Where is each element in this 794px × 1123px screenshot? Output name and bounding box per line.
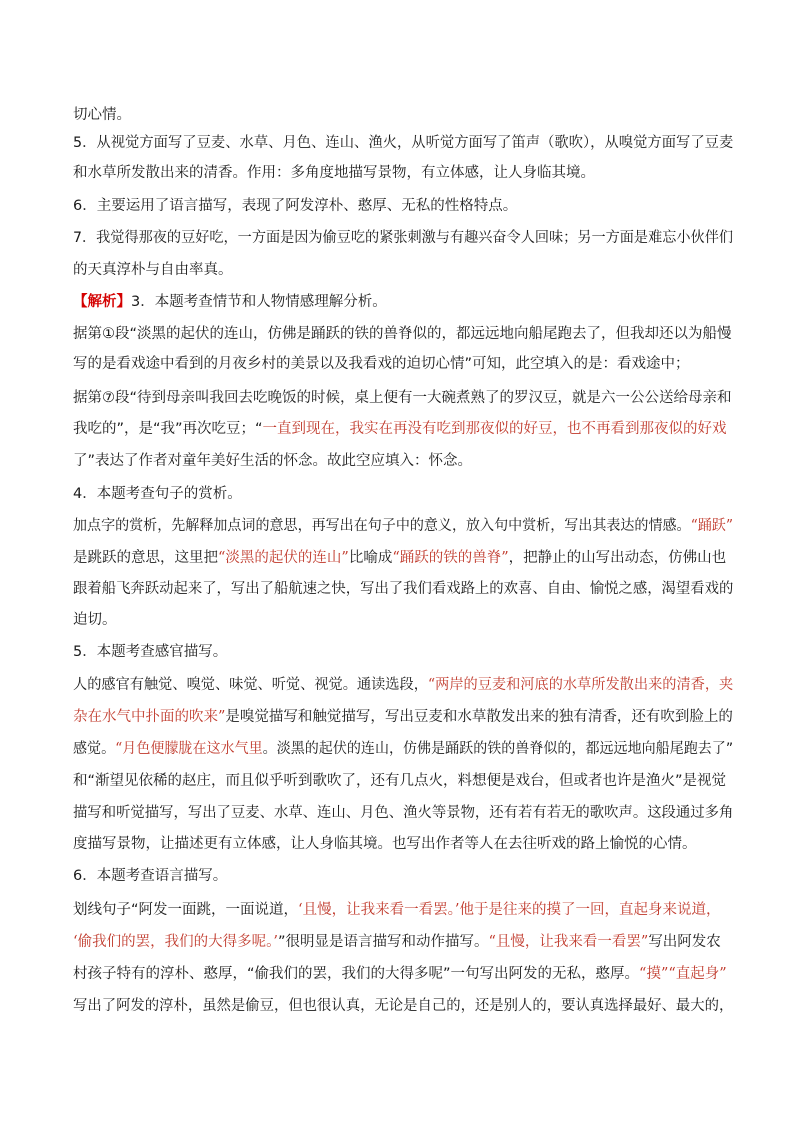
text-span: 写出阿发农 <box>648 934 721 950</box>
text-span: 村孩子特有的淳朴、憨厚，“偷我们的罢，我们的大得多呢”一句写出阿发的无私，憨厚。 <box>73 966 640 982</box>
text-span: 的天真淳朴与自由率真。 <box>73 262 233 278</box>
text-span: 6．本题考查语言描写。 <box>73 868 228 884</box>
text-span: 杂在水气中扑面的吹来” <box>73 709 226 725</box>
text-span: 我吃的”，是“我”再次吃豆；“ <box>73 421 263 437</box>
analysis-3-line <box>73 451 733 471</box>
analysis-6-line <box>73 964 733 984</box>
text-span: ‘偷我们的罢，我们的大得多呢。’ <box>73 934 278 950</box>
text-span: “且慢，让我来看一看罢” <box>488 934 649 950</box>
text-span: “摸”“直起身” <box>639 966 727 982</box>
text-span: 。淡黑的起伏的连山，仿佛是踊跃的铁的兽脊似的，都远远地向船尾跑去了” <box>262 741 734 757</box>
text-span: 跟着船飞奔跃动起来了，写出了船航速之快，写出了我们看戏路上的欢喜、自由、愉悦之感，渴望看戏的 <box>73 581 734 597</box>
text-span: 感觉。 <box>73 741 116 757</box>
text-span: 7．我觉得那夜的豆好吃，一方面是因为偷豆吃的紧张刺激与有趣兴奋令人回味；另一方面是难忘小伙伴们 <box>73 230 734 246</box>
analysis-tag: 【解析】 <box>73 294 131 310</box>
text-span: 加点字的赏析，先解释加点词的意思，再写出在句子中的意义，放入句中赏析，写出其表达的情感。 <box>73 518 691 534</box>
text-span: ‘且慢，让我来看一看罢。’他于是往来的摸了一回，直起身来说道， <box>298 902 721 918</box>
analysis-6-line <box>73 900 733 920</box>
analysis-5-line <box>73 675 734 695</box>
text-span: “踊跃的铁的兽脊” <box>392 550 509 566</box>
text-span: 和水草所发散出来的清香。作用：多角度地描写景物，有立体感，让人身临其境。 <box>73 165 595 181</box>
text-span: 写的是看戏途中看到的月夜乡村的美景以及我看戏的迫切心情”可知，此空填入的是：看戏途中； <box>73 356 690 372</box>
analysis-5-line <box>73 707 733 727</box>
text-span: 一直到现在，我实在再没有吃到那夜似的好豆，也不再看到那夜似的好戏 <box>262 421 727 437</box>
analysis-3-line <box>73 419 733 439</box>
text-span: 迫切。 <box>73 612 117 628</box>
analysis-4-line <box>73 548 733 568</box>
text-span: 切心情。 <box>73 107 131 123</box>
text-span: 划线句子“阿发一面跳，一面说道， <box>73 902 299 918</box>
answer-7-line-2 <box>73 260 733 280</box>
text-span: 度描写景物，让描述更有立体感，让人身临其境。也写出作者等人在去往听戏的路上愉悦的心情。 <box>73 836 697 852</box>
text-span: 比喻成 <box>348 550 393 566</box>
text-span: “淡黑的起伏的连山” <box>218 550 349 566</box>
text-span: ，把静止的山写出动态，仿佛山也 <box>508 550 727 566</box>
analysis-6-line <box>73 932 733 952</box>
answer-5-line-1 <box>73 133 734 153</box>
analysis-5-line <box>73 834 733 854</box>
text-span: 据第①段“淡黑的起伏的连山，仿佛是踊跃的铁的兽脊似的，都远远地向船尾跑去了，但我却还以为船慢 <box>73 326 732 342</box>
text-span: 和“渐望见依稀的赵庄，而且似乎听到歌吹了，还有几点火，料想便是戏台，但或者也许是渔火”是视觉 <box>73 773 727 789</box>
analysis-6-heading <box>73 866 733 886</box>
text-span: 5．从视觉方面写了豆麦、水草、月色、连山、渔火，从听觉方面写了笛声（歌吹），从嗅觉方面写了豆麦 <box>73 135 734 151</box>
text-span: 是嗅觉描写和触觉描写，写出豆麦和水草散发出来的独有清香，还有吹到脸上的 <box>225 709 733 725</box>
text-span: 4．本题考查句子的赏析。 <box>73 486 242 502</box>
analysis-6-line <box>73 996 734 1016</box>
text-span: 人的感官有触觉、嗅觉、味觉、听觉、视觉。通读选段， <box>73 677 428 693</box>
analysis-4-line <box>73 610 733 630</box>
answer-5-line-2 <box>73 163 733 183</box>
text-span: 描写和听觉描写，写出了豆麦、水草、连山、月色、渔火等景物，还有若有若无的歌吹声。这段通过多角 <box>73 805 734 821</box>
analysis-3-line <box>73 354 733 374</box>
text-span: “踊跃” <box>690 518 734 534</box>
analysis-header <box>73 292 733 312</box>
analysis-3-line <box>73 324 733 344</box>
answer-6 <box>73 196 733 216</box>
text-span: 据第⑦段“待到母亲叫我回去吃晚饭的时候，桌上便有一大碗煮熟了的罗汉豆，就是六一公公送给母亲和 <box>73 390 732 406</box>
text-span: 写出了阿发的淳朴，虽然是偷豆，但也很认真，无论是自己的，还是别人的，要认真选择最好、最大的， <box>73 998 734 1014</box>
text-span: 了”表达了作者对童年美好生活的怀念。故此空应填入：怀念。 <box>73 453 473 469</box>
text-span: 是跳跃的意思，这里把 <box>73 550 218 566</box>
text-span: 5．本题考查感官描写。 <box>73 644 228 660</box>
analysis-4-line <box>73 579 734 599</box>
text-span: 3．本题考查情节和人物情感理解分析。 <box>131 294 387 310</box>
text-span: “两岸的豆麦和河底的水草所发散出来的清香，夹 <box>427 677 734 693</box>
text-span: “月色便朦胧在这水气里 <box>115 741 263 757</box>
analysis-4-line <box>73 516 734 536</box>
analysis-5-line <box>73 803 734 823</box>
text-span: 6．主要运用了语言描写，表现了阿发淳朴、憨厚、无私的性格特点。 <box>73 198 518 214</box>
analysis-5-heading <box>73 642 733 662</box>
analysis-5-line <box>73 739 734 759</box>
analysis-5-line <box>73 771 733 791</box>
analysis-3-line <box>73 388 733 408</box>
answer-7-line-1 <box>73 228 734 248</box>
analysis-4-heading <box>73 484 733 504</box>
text-line <box>73 105 733 125</box>
text-span: ”很明显是语言描写和动作描写。 <box>277 934 489 950</box>
